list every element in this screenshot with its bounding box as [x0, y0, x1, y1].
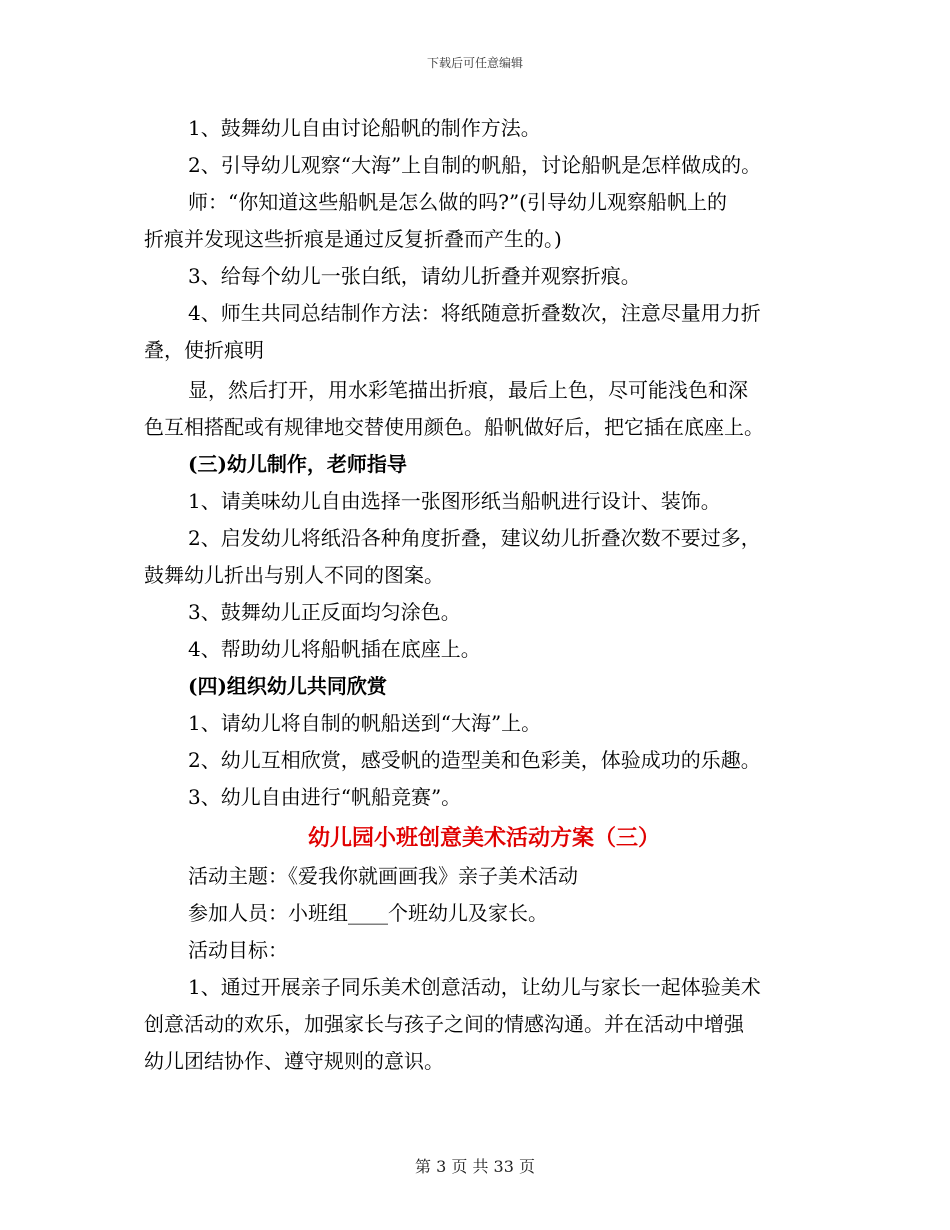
- paragraph: 师：“你知道这些船帆是怎么做的吗?”(引导幼儿观察船帆上的: [188, 190, 727, 214]
- paragraph: 活动目标：: [188, 938, 288, 962]
- paragraph-continuation: 幼儿团结协作、遵守规则的意识。: [144, 1049, 444, 1073]
- document-body: [144, 110, 824, 1080]
- header-note: 下载后可任意编辑: [426, 56, 523, 70]
- paragraph-continuation: 色互相搭配或有规律地交替使用颜色。船帆做好后，把它插在底座上。: [144, 415, 764, 439]
- paragraph: 4、帮助幼儿将船帆插在底座上。: [188, 637, 481, 661]
- paragraph: 参加人员：小班组____个班幼儿及家长。: [188, 901, 548, 925]
- paragraph-continuation: 创意活动的欢乐，加强家长与孩子之间的情感沟通。并在活动中增强: [144, 1012, 744, 1036]
- paragraph: 2、启发幼儿将纸沿各种角度折叠，建议幼儿折叠次数不要过多，: [188, 526, 761, 550]
- paragraph-continuation: 叠，使折痕明: [144, 338, 264, 362]
- paragraph: 3、给每个幼儿一张白纸，请幼儿折叠并观察折痕。: [188, 264, 641, 288]
- paragraph: 1、请美味幼儿自由选择一张图形纸当船帆进行设计、装饰。: [188, 489, 721, 513]
- paragraph: 1、通过开展亲子同乐美术创意活动，让幼儿与家长一起体验美术: [188, 975, 761, 999]
- paragraph: 2、引导幼儿观察“大海”上自制的帆船，讨论船帆是怎样做成的。: [188, 153, 762, 177]
- paragraph: 4、师生共同总结制作方法：将纸随意折叠数次，注意尽量用力折: [188, 301, 761, 325]
- paragraph: 1、请幼儿将自制的帆船送到“大海”上。: [188, 711, 542, 735]
- paragraph: 显，然后打开，用水彩笔描出折痕，最后上色，尽可能浅色和深: [188, 378, 748, 402]
- paragraph: 3、幼儿自由进行“帆船竞赛”。: [188, 785, 462, 809]
- paragraph-continuation: 鼓舞幼儿折出与别人不同的图案。: [144, 563, 444, 587]
- paragraph-continuation: 折痕并发现这些折痕是通过反复折叠而产生的。): [144, 227, 562, 251]
- subsection-heading: (四)组织幼儿共同欣赏: [188, 674, 387, 698]
- paragraph: 3、鼓舞幼儿正反面均匀涂色。: [188, 600, 461, 624]
- section-title: 幼儿园小班创意美术活动方案（三）: [307, 825, 660, 851]
- page-footer: 第 3 页 共 33 页: [415, 1157, 535, 1176]
- paragraph: 活动主题：《爱我你就画画我》亲子美术活动: [188, 864, 578, 888]
- paragraph: 1、鼓舞幼儿自由讨论船帆的制作方法。: [188, 116, 541, 140]
- subsection-heading: (三)幼儿制作，老师指导: [188, 452, 407, 476]
- paragraph: 2、幼儿互相欣赏，感受帆的造型美和色彩美，体验成功的乐趣。: [188, 748, 761, 772]
